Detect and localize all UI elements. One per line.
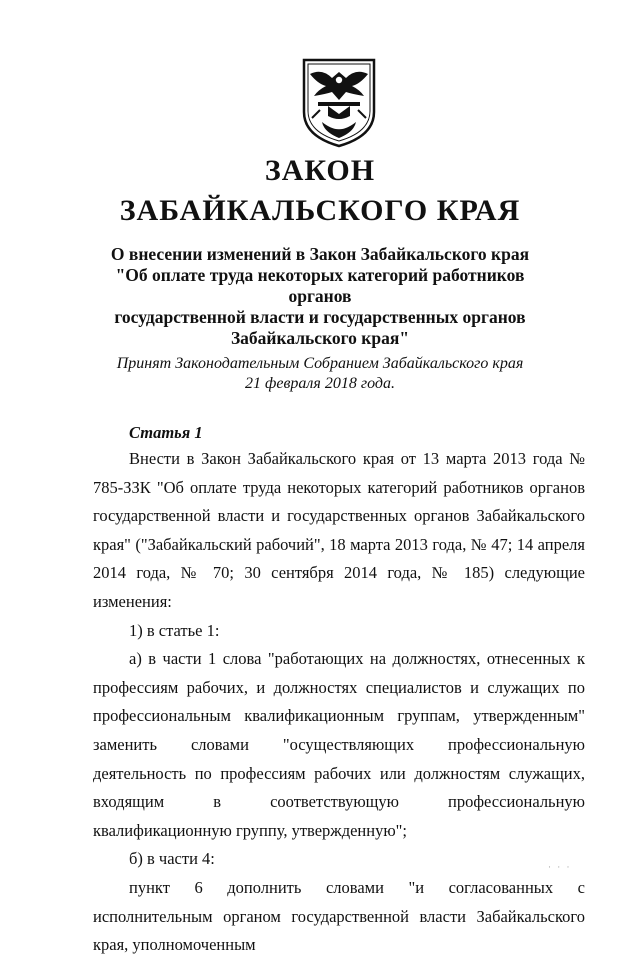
article-paragraph: а) в части 1 слова "работающих на должностях, отнесенных к профессиям рабочих, и должностях специалистов и служащих по профессиональным квалификационным группам, утвержденным" заменить словами "осуществляющих профессиональную деятельность по профессиям рабочих или должностям служащих, входящим в соответствующую профессиональную квалификационную группу, утвержденную"; xyxy=(93,649,585,840)
article-paragraph: пункт 6 дополнить словами "и согласованных с исполнительным органом государственной власти Забайкальского края, уполномоченным xyxy=(93,877,585,955)
coat-of-arms-icon xyxy=(298,56,380,148)
article-heading: Статья 1 xyxy=(129,423,203,442)
document-region-title: ЗАБАЙКАЛЬСКОГО КРАЯ xyxy=(119,194,521,227)
adoption-note xyxy=(100,354,540,394)
law-subject-line: "Об оплате труда некоторых категорий работников органов xyxy=(115,265,525,306)
article-paragraph: Внести в Закон Забайкальского края от 13 марта 2013 года № 785-ЗЗК "Об оплате труда некоторых категорий работников органов государственной власти и государственных органов Забайкальского края" ("Забайкальский рабочий", 18 марта 2013 года, № 47; 14 апреля 2014 года, № 70; 30 сентября 2014 года, № 185) следующие изменения: xyxy=(93,449,585,611)
law-subject-line: Забайкальского края" xyxy=(230,328,410,348)
scan-speck: · · · xyxy=(548,862,572,872)
article-paragraph: 1) в статье 1: xyxy=(129,620,220,640)
law-subject-line: О внесении изменений в Закон Забайкальского края xyxy=(110,244,530,264)
adoption-note-line: Принят Законодательным Собранием Забайкальского края xyxy=(116,355,524,372)
document-title: ЗАКОН xyxy=(264,154,376,187)
adoption-date: 21 февраля 2018 года. xyxy=(245,375,395,392)
law-subject-line: государственной власти и государственных органов xyxy=(114,307,526,327)
article-paragraph: б) в части 4: xyxy=(129,849,215,869)
article-body xyxy=(93,445,585,960)
law-subject xyxy=(100,244,540,349)
